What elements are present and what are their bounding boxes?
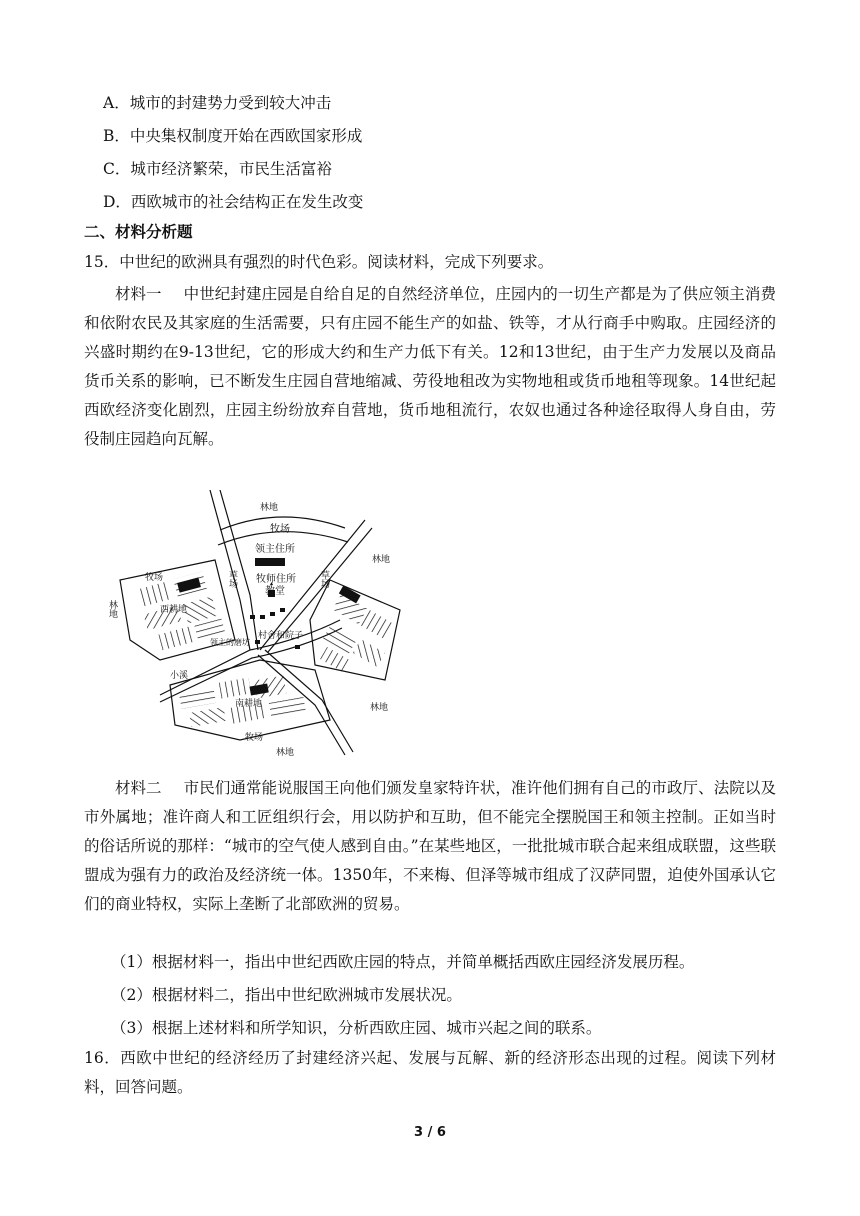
sub-question-1: （1）根据材料一，指出中世纪西欧庄园的特点，并简单概括西欧庄园经济发展历程。 (111, 953, 695, 971)
map-label-forest-lower-right: 林地 (370, 703, 389, 713)
map-label-forest-right: 林地 (372, 555, 391, 565)
option-b: B．中央集权制度开始在西欧国家形成 (103, 127, 363, 145)
map-label-church: 教堂 (265, 586, 285, 597)
map-label-forest-bottom: 林地 (276, 748, 295, 758)
map-label-south-field: 南耕地 (235, 699, 263, 709)
material-1 (84, 280, 776, 454)
map-label-forest-left: 林地 (107, 600, 117, 618)
map-label-lord-mill: 领主的磨坊 (210, 638, 250, 647)
map-label-meadow-right: 草场 (319, 570, 329, 588)
map-label-forest-top: 林地 (260, 503, 279, 513)
page-number: 3 / 6 (414, 1125, 446, 1140)
material-2 (84, 774, 776, 919)
material-2-label: 材料二 (115, 779, 162, 797)
material-1-label: 材料一 (115, 285, 162, 303)
material-2-text: 市民们通常能说服国王向他们颁发皇家特许状，准许他们拥有自己的市政厅、法院以及市外属地；准许商人和工匠组织行会，用以防护和互助，但不能完全摆脱国王和领主控制。正如当时的俗话所说的那样：“城市的空气使人感到自由。”在某些地区，一批批城市联合起来组成联盟，这些联盟成为强有力的政治及经济统一体。1350年，不来梅、但泽等城市组成了汉萨同盟，迫使外国承认它们的商业特权，实际上垄断了北部欧洲的贸易。 (84, 779, 776, 913)
sub-question-3: （3）根据上述材料和所学知识，分析西欧庄园、城市兴起之间的联系。 (111, 1019, 602, 1037)
map-label-stream: 小溪 (170, 671, 189, 681)
map-label-west-field: 西耕地 (160, 605, 188, 615)
map-label-pasture-left: 牧场 (145, 573, 164, 583)
map-label-pasture-bottom: 牧场 (245, 733, 264, 743)
option-d: D．西欧城市的社会结构正在发生改变 (103, 193, 364, 211)
section-title: 二、材料分析题 (84, 223, 193, 241)
manor-map (100, 490, 420, 760)
map-label-lord-residence: 领主住所 (255, 544, 295, 555)
map-label-pasture-top: 牧场 (270, 524, 290, 535)
map-label-priest-residence: 牧师住所 (256, 574, 296, 585)
question-15-stem: 15．中世纪的欧洲具有强烈的时代色彩。阅读材料，完成下列要求。 (84, 253, 554, 271)
sub-question-2: （2）根据材料二，指出中世纪欧洲城市发展状况。 (111, 986, 462, 1004)
option-a: A．城市的封建势力受到较大冲击 (103, 94, 332, 112)
map-label-village: 村舍和院子 (258, 631, 304, 641)
question-16-stem: 16．西欧中世纪的经济经历了封建经济兴起、发展与瓦解、新的经济形态出现的过程。阅读下列材料，回答问题。 (84, 1049, 776, 1096)
material-1-text: 中世纪封建庄园是自给自足的自然经济单位，庄园内的一切生产都是为了供应领主消费和依附农民及其家庭的生活需要，只有庄园不能生产的如盐、铁等，才从行商手中购取。庄园经济的兴盛时期约在9-13世纪，它的形成大约和生产力低下有关。12和13世纪，由于生产力发展以及商品货币关系的影响，已不断发生庄园自营地缩减、劳役地租改为实物地租或货币地租等现象。14世纪起西欧经济变化剧烈，庄园主纷纷放弃自营地，货币地租流行，农奴也通过各种途径取得人身自由，劳役制庄园趋向瓦解。 (84, 285, 776, 448)
option-c: C．城市经济繁荣，市民生活富裕 (103, 160, 332, 178)
map-label-meadow-left: 草场 (227, 570, 237, 588)
